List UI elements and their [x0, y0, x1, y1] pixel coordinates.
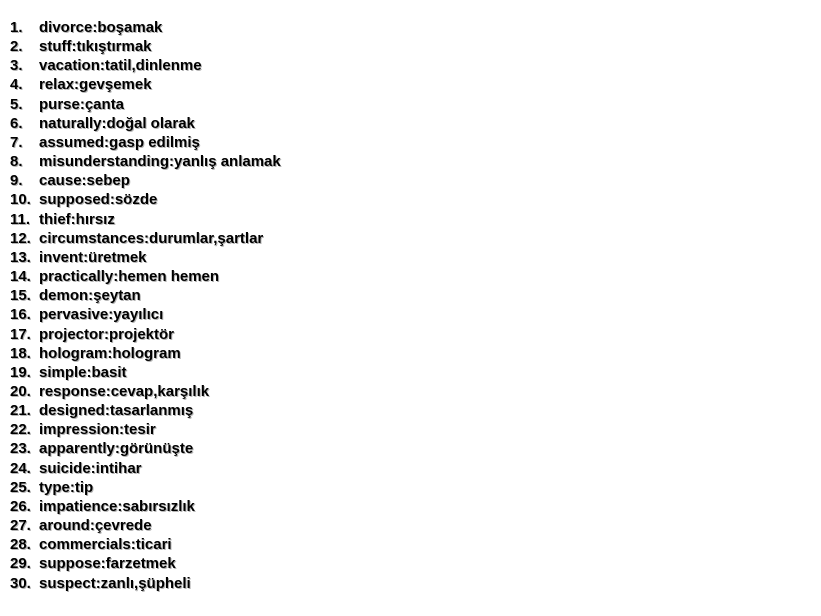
- vocabulary-item: [10, 190, 281, 209]
- item-entry: invent:üretmek: [39, 248, 147, 266]
- item-number: 2.: [10, 38, 23, 56]
- item-number: 19.: [10, 363, 31, 381]
- vocabulary-item: [10, 286, 281, 305]
- item-number: 17.: [10, 325, 31, 343]
- item-entry: hologram:hologram: [39, 344, 181, 362]
- vocabulary-item: [10, 171, 281, 190]
- vocabulary-item: [10, 18, 281, 37]
- item-number: 5.: [10, 95, 23, 113]
- vocabulary-list: [10, 18, 281, 593]
- vocabulary-item: [10, 363, 281, 382]
- vocabulary-item: [10, 401, 281, 420]
- item-entry: circumstances:durumlar,şartlar: [39, 229, 264, 247]
- item-number: 4.: [10, 76, 23, 94]
- item-entry: commercials:ticari: [39, 536, 172, 554]
- vocabulary-item: [10, 305, 281, 324]
- item-number: 11.: [10, 210, 31, 228]
- item-number: 10.: [10, 191, 31, 209]
- item-entry: divorce:boşamak: [39, 19, 163, 36]
- vocabulary-item: [10, 554, 281, 573]
- vocabulary-item: [10, 439, 281, 458]
- item-number: 16.: [10, 306, 31, 324]
- item-entry: misunderstanding:yanlış anlamak: [39, 153, 281, 171]
- item-entry: around:çevrede: [39, 517, 152, 535]
- item-entry: stuff:tıkıştırmak: [39, 38, 152, 56]
- item-entry: supposed:sözde: [39, 191, 158, 209]
- item-entry: demon:şeytan: [39, 287, 141, 305]
- item-entry: pervasive:yayılıcı: [39, 306, 164, 324]
- item-number: 8.: [10, 153, 23, 171]
- vocabulary-item: [10, 325, 281, 344]
- item-entry: suspect:zanlı,şüpheli: [39, 574, 191, 592]
- vocabulary-item: [10, 478, 281, 497]
- item-entry: projector:projektör: [39, 325, 175, 343]
- item-entry: response:cevap,karşılık: [39, 382, 210, 400]
- vocabulary-item: [10, 382, 281, 401]
- item-entry: designed:tasarlanmış: [39, 402, 194, 420]
- vocabulary-item: [10, 152, 281, 171]
- item-number: 6.: [10, 114, 23, 132]
- item-number: 24.: [10, 459, 31, 477]
- item-number: 22.: [10, 421, 31, 439]
- item-number: 12.: [10, 229, 31, 247]
- item-number: 26.: [10, 497, 31, 515]
- item-entry: relax:gevşemek: [39, 76, 152, 94]
- item-number: 18.: [10, 344, 31, 362]
- vocabulary-item: [10, 267, 281, 286]
- vocabulary-item: [10, 210, 281, 229]
- vocabulary-item: [10, 56, 281, 75]
- item-number: 29.: [10, 555, 31, 573]
- item-entry: simple:basit: [39, 363, 127, 381]
- item-number: 3.: [10, 57, 23, 75]
- item-number: 7.: [10, 133, 23, 151]
- item-entry: assumed:gasp edilmiş: [39, 133, 200, 151]
- item-entry: suppose:farzetmek: [39, 555, 176, 573]
- vocabulary-item: [10, 459, 281, 478]
- item-entry: vacation:tatil,dinlenme: [39, 57, 202, 75]
- vocabulary-item: [10, 114, 281, 133]
- vocabulary-item: [10, 420, 281, 439]
- item-number: 15.: [10, 287, 31, 305]
- item-number: 30.: [10, 574, 31, 592]
- item-number: 14.: [10, 268, 31, 286]
- vocabulary-item: [10, 75, 281, 94]
- item-number: 1.: [10, 19, 23, 36]
- item-entry: naturally:doğal olarak: [39, 114, 195, 132]
- vocabulary-item: [10, 95, 281, 114]
- vocabulary-item: [10, 248, 281, 267]
- item-entry: cause:sebep: [39, 172, 130, 190]
- item-entry: type:tip: [39, 478, 94, 496]
- item-entry: apparently:görünüşte: [39, 440, 194, 458]
- vocabulary-item: [10, 229, 281, 248]
- item-number: 20.: [10, 382, 31, 400]
- item-entry: impression:tesir: [39, 421, 156, 439]
- item-entry: impatience:sabırsızlık: [39, 497, 195, 515]
- vocabulary-item: [10, 497, 281, 516]
- item-entry: suicide:intihar: [39, 459, 142, 477]
- vocabulary-item: [10, 574, 281, 593]
- vocabulary-item: [10, 516, 281, 535]
- vocabulary-item: [10, 133, 281, 152]
- item-number: 23.: [10, 440, 31, 458]
- item-number: 27.: [10, 517, 31, 535]
- vocabulary-item: [10, 535, 281, 554]
- item-number: 9.: [10, 172, 23, 190]
- item-number: 28.: [10, 536, 31, 554]
- item-entry: practically:hemen hemen: [39, 268, 220, 286]
- vocabulary-item: [10, 344, 281, 363]
- item-number: 25.: [10, 478, 31, 496]
- item-entry: thief:hırsız: [39, 210, 115, 228]
- item-number: 13.: [10, 248, 31, 266]
- vocabulary-item: [10, 37, 281, 56]
- item-entry: purse:çanta: [39, 95, 125, 113]
- item-number: 21.: [10, 402, 31, 420]
